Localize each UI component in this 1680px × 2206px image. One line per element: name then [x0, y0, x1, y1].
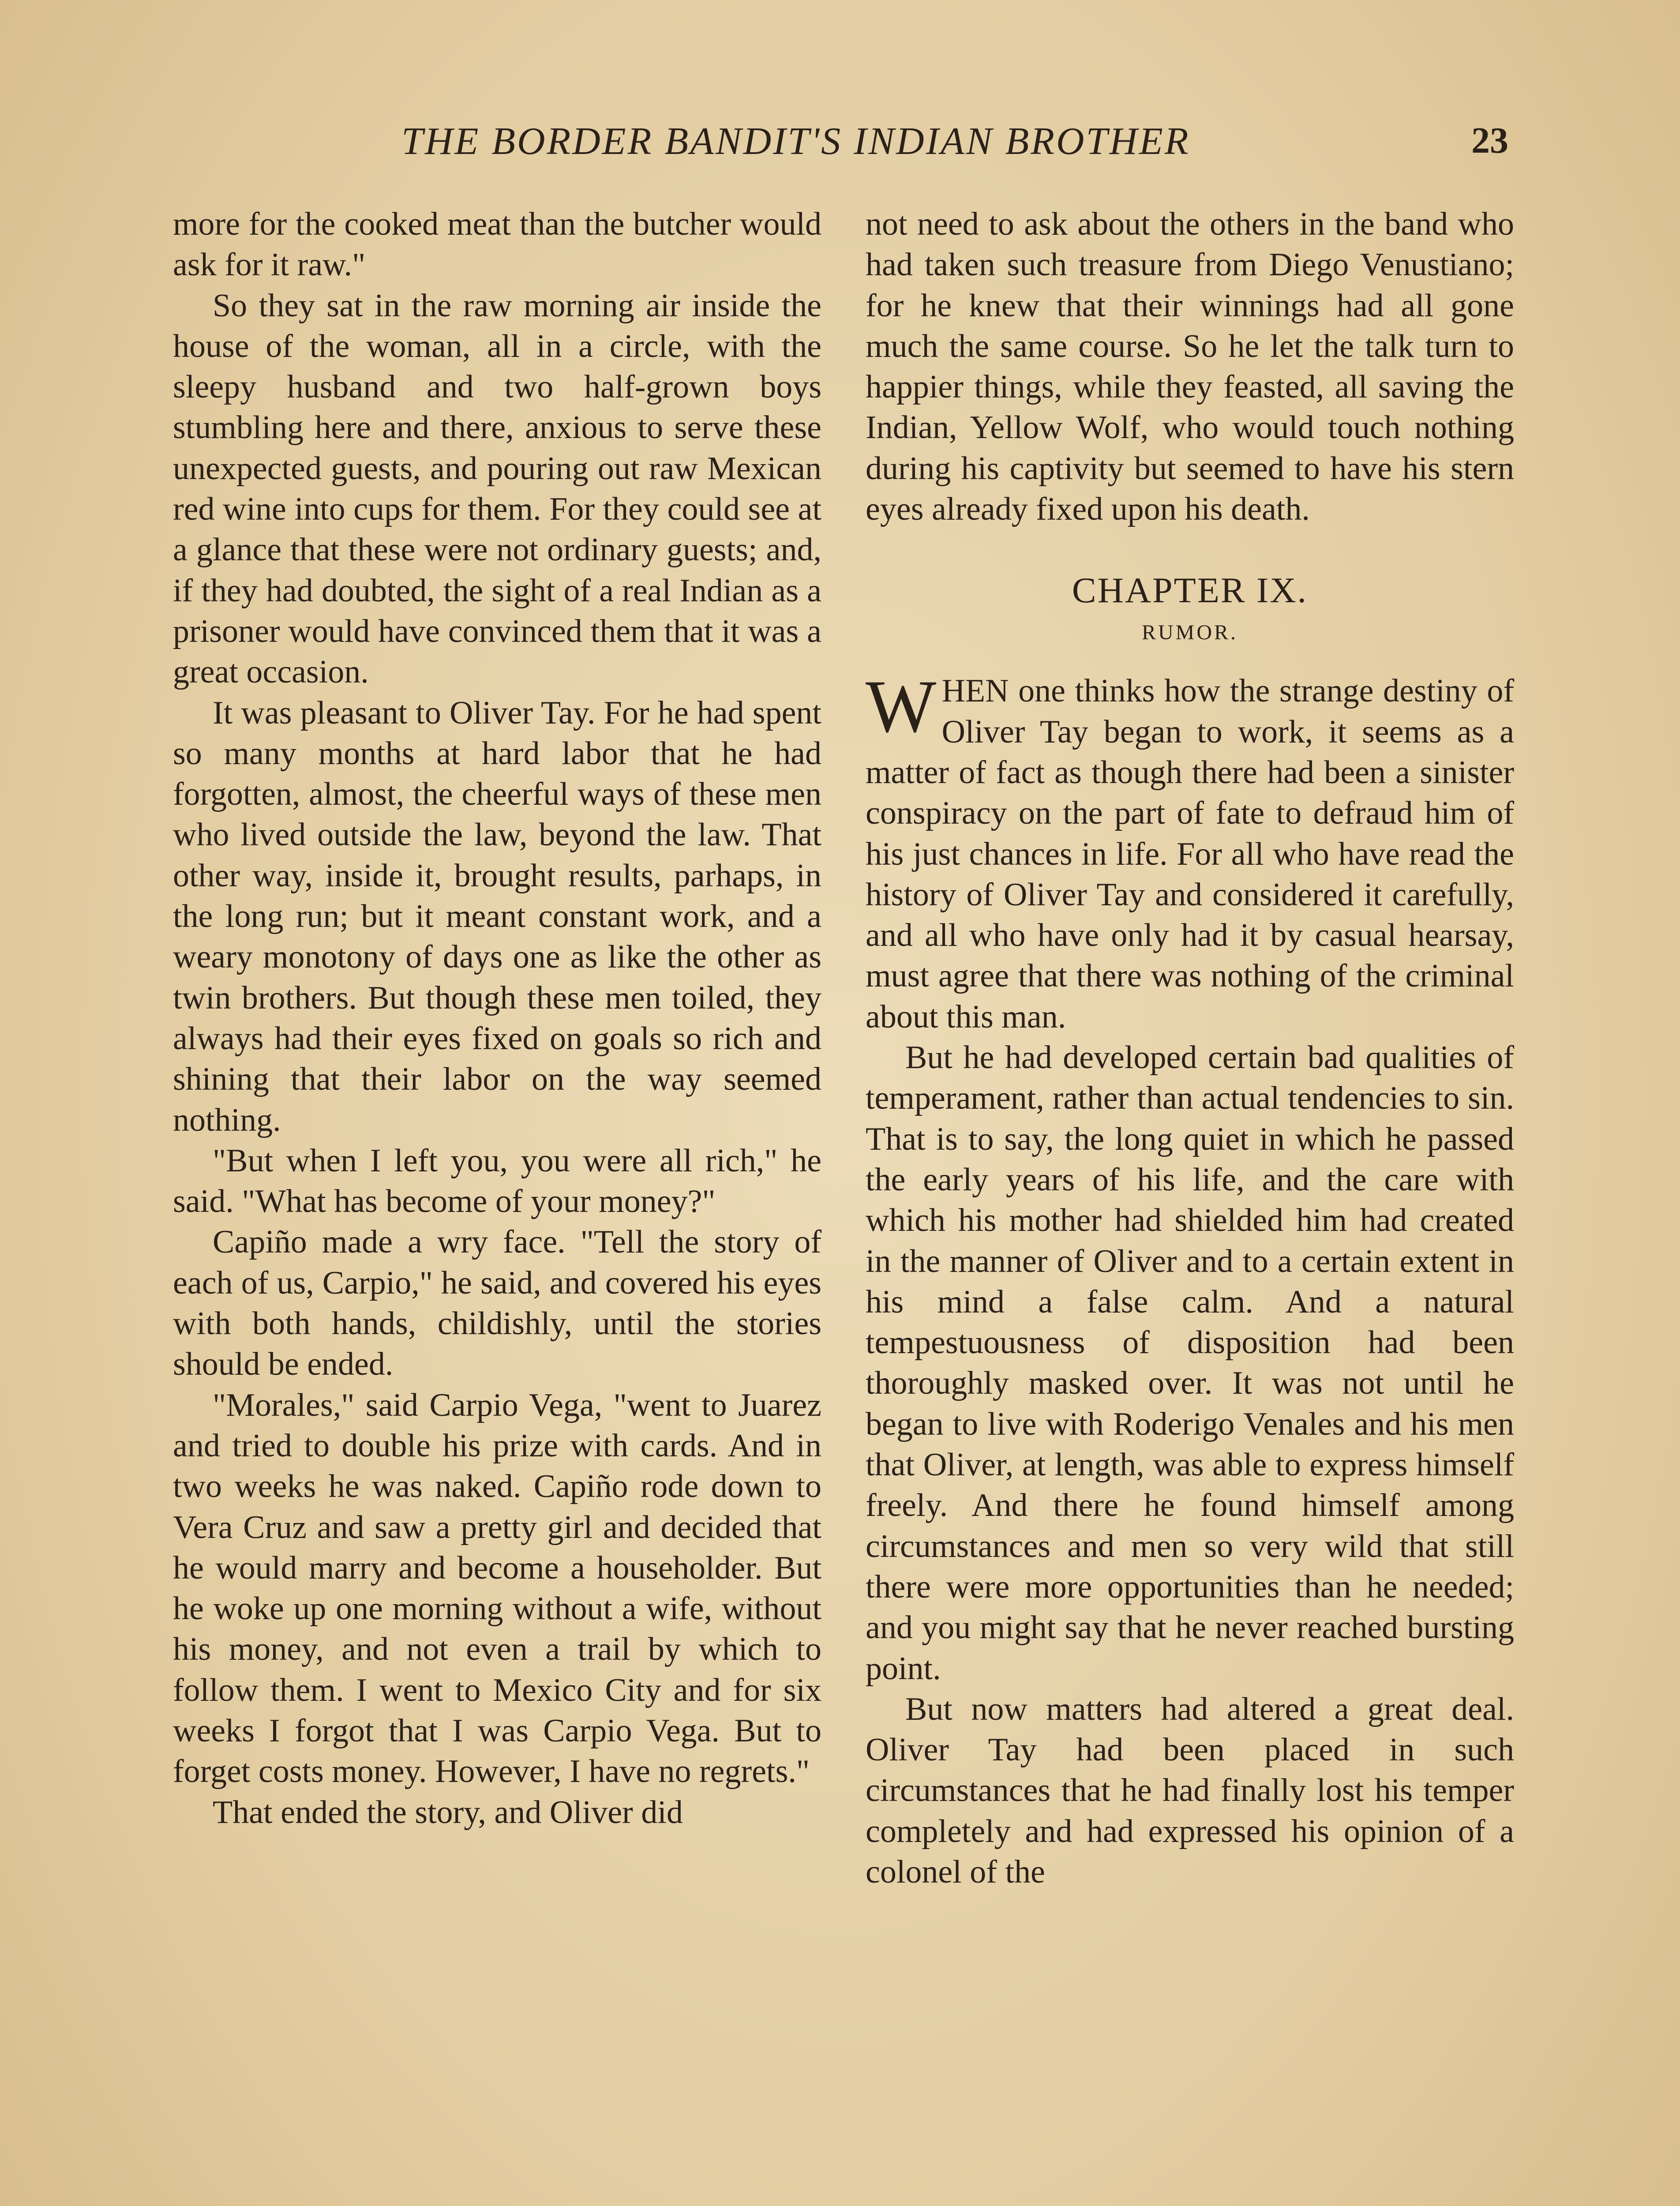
paragraph: not need to ask about the others in the band who had taken such treasure from Diego Venustiano; for he knew that their winnings had all gone much the same course. So he let the talk turn to happier things, while they feasted, all saving the Indian, Yellow Wolf, who would touch nothing during his captivity but seemed to have his stern eyes already fixed upon his death.	[866, 206, 1514, 528]
chapter-heading: CHAPTER IX.	[1072, 570, 1308, 611]
paragraph: more for the cooked meat than the butcher would ask for it raw."	[173, 206, 821, 283]
paragraph: But he had developed certain bad qualities of temperament, rather than actual tendencies to sin. That is to say, the long quiet in which he passed the early years of his life, and the care with which his mother had shielded him had created in the manner of Oliver and to a certain extent in his mind a false calm. And a natural tempestuousness of disposition had been thoroughly masked over. It was not until he began to live with Roderigo Venales and his men that Oliver, at length, was able to express himself freely. And there he found himself among circumstances and men so very wild that still there were more opportunities than he needed; and you might say that he never reached bursting point.	[866, 1039, 1514, 1687]
paragraph: But now matters had altered a great deal. Oliver Tay had been placed in such circumstances that he had finally lost his temper completely and had expressed his opinion of a colonel of the	[866, 1691, 1514, 1890]
paragraph: It was pleasant to Oliver Tay. For he had spent so many months at hard labor that he had forgotten, almost, the cheerful ways of these men who lived outside the law, beyond the law. That other way, inside it, brought results, parhaps, in the long run; but it meant constant work, and a weary monotony of days one as like the other as twin brothers. But though these men toiled, they always had their eyes fixed on goals so rich and shining that their labor on the way seemed nothing.	[173, 694, 821, 1138]
left-column	[173, 204, 821, 1833]
opening-paragraph: WHEN one thinks how the strange destiny of Oliver Tay began to work, it seems as a matter of fact as though there had been a sinister conspiracy on the part of fate to defraud him of his just chances in life. For all who have read the history of Oliver Tay and considered it carefully, and all who have only had it by casual hearsay, must agree that there was nothing of the criminal about this man.	[866, 665, 1514, 1035]
paragraph: So they sat in the raw morning air inside the house of the woman, all in a circle, with the sleepy husband and two half-grown boys stumbling here and there, anxious to serve these unexpected guests, and pouring out raw Mexican red wine into cups for them. For they could see at a glance that these were not ordinary guests; and, if they had doubted, the sight of a real Indian as a prisoner would have convinced them that it was a great occasion.	[173, 287, 821, 690]
paragraph: Capiño made a wry face. "Tell the story of each of us, Carpio," he said, and covered his eyes with both hands, childishly, until the stories should be ended.	[173, 1224, 821, 1383]
page-number: 23	[1471, 120, 1508, 161]
paragraph: "But when I left you, you were all rich," he said. "What has become of your money?"	[173, 1142, 821, 1220]
running-title: THE BORDER BANDIT'S INDIAN BROTHER	[401, 120, 1190, 163]
paragraph: "Morales," said Carpio Vega, "went to Juarez and tried to double his prize with cards. And in two weeks he was naked. Capiño rode down to Vera Cruz and saw a pretty girl and decided that he would marry and become a householder. But he woke up one morning without a wife, without his money, and not even a trail by which to follow them. I went to Mexico City and for six weeks I forgot that I was Carpio Vega. But to forget costs money. However, I have no regrets."	[173, 1387, 821, 1790]
paragraph: That ended the story, and Oliver did	[213, 1794, 683, 1831]
right-column	[866, 204, 1514, 1892]
chapter-subtitle: RUMOR.	[1141, 621, 1238, 645]
page-header	[0, 119, 1680, 181]
